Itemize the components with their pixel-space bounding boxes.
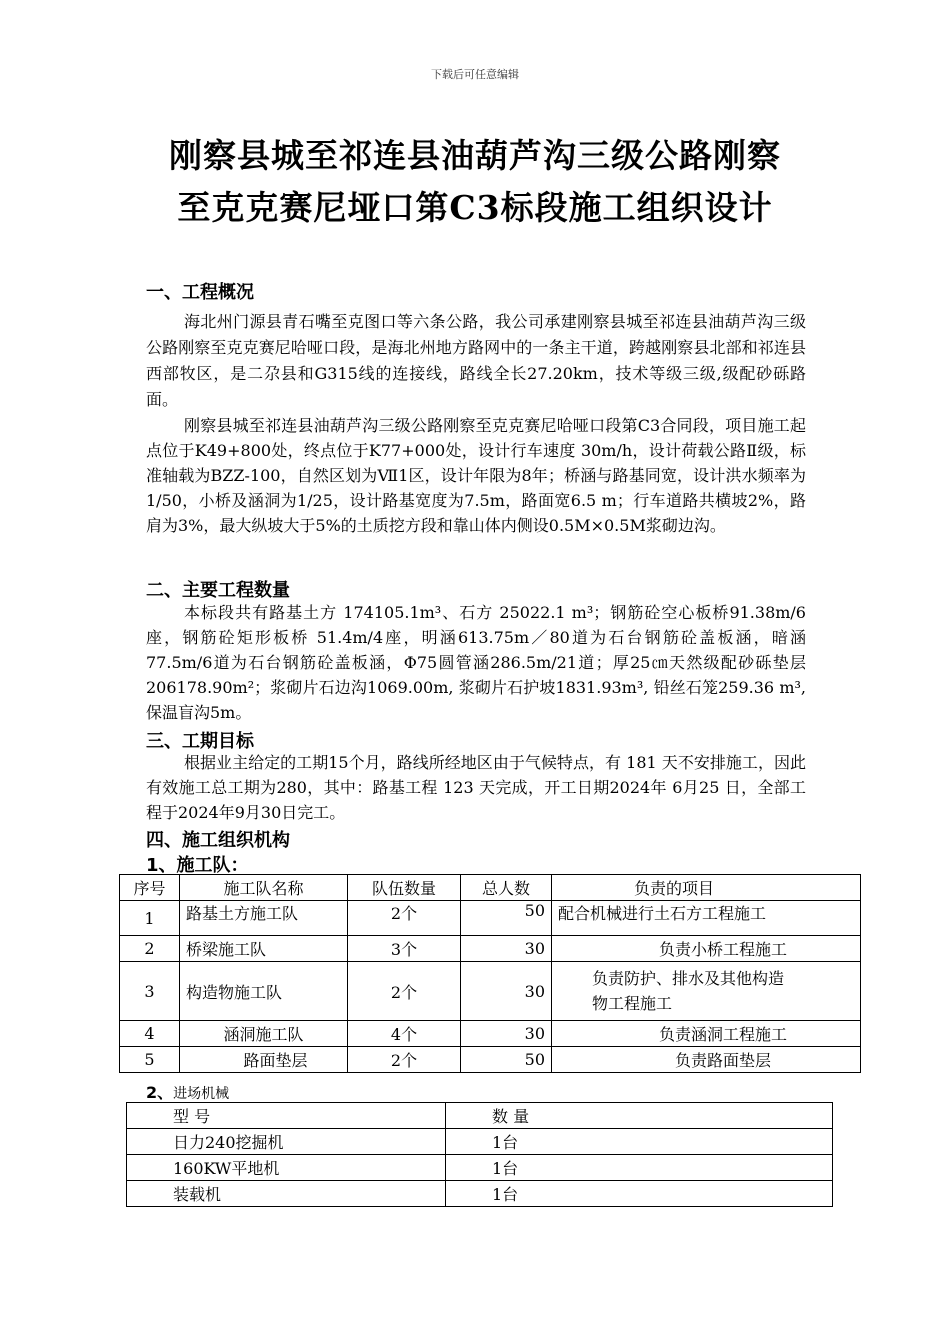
overview-paragraph-2: 刚察县城至祁连县油葫芦沟三级公路刚察至克克赛尼哈哑口段第C3合同段，项目施工起点位于K49+800处，终点位于K77+000处，设计行车速度 30m/h，设计荷载公路Ⅱ级，标准轴载为BZZ-100，自然区划为Ⅶ1区，设计年限为8年；桥涵与路基同宽，设计洪水频率为1/50，小桥及涵洞为1/25，设计路基宽度为7.5m，路面宽6.5 m；行车道路共横坡2%，路肩为3%，最大纵坡大于5%的土质挖方段和靠山体内侧设0.5M×0.5M浆砌边沟。 [146,416,806,535]
team-people: 30 [461,962,552,1021]
team-responsibility: 负责路面垫层 [552,1047,861,1073]
header-note: 下载后可任意编辑 [431,68,519,81]
team-people: 30 [461,1021,552,1047]
section-schedule-body [146,750,806,825]
section-overview-body [146,309,806,538]
section-heading-schedule: 三、工期目标 [146,731,254,752]
teams-table-header [120,875,861,901]
section-heading-organization: 四、施工组织机构 [146,830,290,851]
team-name: 涵洞施工队 [180,1021,348,1047]
machine-model: 装载机 [127,1181,446,1207]
machine-quantity: 1台 [446,1181,833,1207]
team-name: 路面垫层 [180,1047,348,1073]
machine-model: 160KW平地机 [127,1155,446,1181]
team-count: 3个 [348,936,461,962]
team-count: 2个 [348,1047,461,1073]
team-people: 50 [461,901,552,936]
team-count: 4个 [348,1021,461,1047]
machines-header-quantity: 数 量 [446,1103,833,1129]
quantities-paragraph: 本标段共有路基土方 174105.1m³、石方 25022.1 m³；钢筋砼空心板桥91.38m/6座，钢筋砼矩形板桥 51.4m/4座，明涵613.75m／80道为石台钢筋砼盖板涵，暗涵77.5m/6道为石台钢筋砼盖板涵，Φ75圆管涵286.5m/21道；厚25㎝天然级配砂砾垫层206178.90m²；浆砌片石边沟1069.00m, 浆砌片石护坡1831.93m³, 铅丝石笼259.36 m³,保温盲沟5m。 [146,603,806,722]
team-index: 1 [120,901,180,936]
machine-quantity: 1台 [446,1155,833,1181]
machine-model: 日力240挖掘机 [127,1129,446,1155]
teams-header-responsibility: 负责的项目 [552,875,861,901]
subheading-machines-text: 进场机械 [173,1086,230,1102]
section-heading-overview: 一、工程概况 [146,282,254,303]
schedule-paragraph: 根据业主给定的工期15个月，路线所经地区由于气候特点，有 181 天不安排施工，因此有效施工总工期为280，其中：路基工程 123 天完成，开工日期2024年 6月25 日，全部工程于2024年9月30日完工。 [146,753,806,822]
section-heading-quantities: 二、主要工程数量 [146,580,290,601]
table-row [120,901,861,936]
team-responsibility: 负责涵洞工程施工 [552,1021,861,1047]
subheading-machines-number: 2、 [146,1083,174,1102]
machines-header-model: 型 号 [127,1103,446,1129]
subheading-machines [146,1080,229,1103]
team-responsibility: 负责小桥工程施工 [552,936,861,962]
table-row [127,1155,833,1181]
teams-header-name: 施工队名称 [180,875,348,901]
table-row [127,1129,833,1155]
team-index: 4 [120,1021,180,1047]
table-row [120,962,861,1021]
overview-paragraph-1: 海北州门源县青石嘴至克图口等六条公路，我公司承建刚察县城至祁连县油葫芦沟三级公路刚察至克克赛尼哈哑口段，是海北州地方路网中的一条主干道，跨越刚察县北部和祁连县西部牧区，是二尕县和G315线的连接线，路线全长27.20km，技术等级三级,级配砂砾路面。 [146,312,806,409]
team-people: 50 [461,1047,552,1073]
table-row [120,1021,861,1047]
team-index: 2 [120,936,180,962]
document-title-line1: 刚察县城至祁连县油葫芦沟三级公路刚察 [169,136,781,175]
table-row [120,936,861,962]
machine-quantity: 1台 [446,1129,833,1155]
team-people: 30 [461,936,552,962]
machines-table-header [127,1103,833,1129]
team-count: 2个 [348,962,461,1021]
team-name: 路基土方施工队 [180,901,348,936]
teams-table [119,874,861,1073]
team-count: 2个 [348,901,461,936]
subheading-teams: 1、施工队： [146,855,249,876]
team-name: 桥梁施工队 [180,936,348,962]
team-index: 5 [120,1047,180,1073]
team-name: 构造物施工队 [180,962,348,1021]
teams-header-people: 总人数 [461,875,552,901]
document-title-line2: 至克克赛尼垭口第C3标段施工组织设计 [177,188,773,227]
teams-header-count: 队伍数量 [348,875,461,901]
team-responsibility: 配合机械进行土石方工程施工 [552,901,861,936]
machines-table [126,1102,833,1207]
section-quantities-body [146,600,806,725]
table-row [120,1047,861,1073]
table-row [127,1181,833,1207]
team-index: 3 [120,962,180,1021]
team-responsibility: 负责防护、排水及其他构造物工程施工 [552,962,861,1021]
teams-header-index: 序号 [120,875,180,901]
